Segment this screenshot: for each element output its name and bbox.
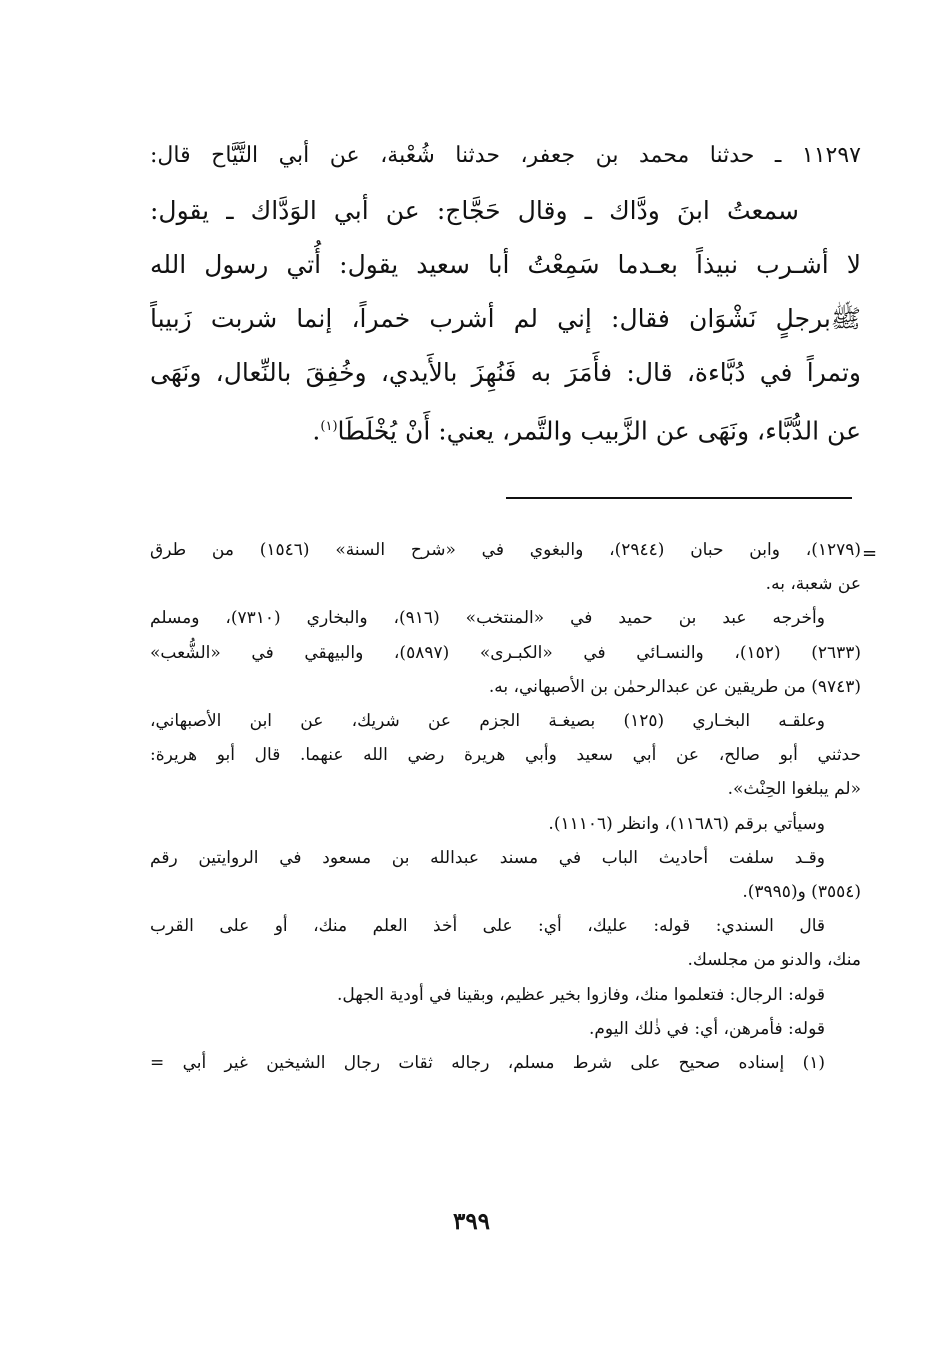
hadith-line-1: سمعتُ ابنَ ودَّاك ـ وقال حَجَّاج: عن أبي الوَدَّاك ـ يقول: bbox=[150, 196, 799, 225]
footnotes bbox=[150, 533, 861, 1080]
footnote-line: حدثني أبو صالح، عن أبي سعيد وأبي هريرة رضي الله عنهما. قال أبو هريرة: bbox=[150, 745, 861, 766]
footnote-line: (٩٧٤٣) من طريقين عن عبدالرحمٰن بن الأصبهاني، به. bbox=[488, 676, 861, 697]
footnote-line: (١٢٧٩)، وابن حبان (٢٩٤٤)، والبغوي في «شرح السنة» (١٥٤٦) من طرق bbox=[150, 540, 861, 560]
footnote-line: (٣٥٥٤) و(٣٩٩٥). bbox=[742, 882, 861, 903]
hadith-header: ١١٢٩٧ ـ حدثنا محمد بن جعفر، حدثنا شُعْبة، عن أبي التَّيَّاح قال: bbox=[150, 143, 861, 168]
hadith-text bbox=[150, 132, 861, 458]
footnote-line: قوله: الرجال: فتعلموا منك، وفازوا بخير عظيم، وبقينا في أودية الجهل. bbox=[337, 984, 825, 1005]
footnote-line: قوله: فأمرهن، أي: في ذٰلك اليوم. bbox=[588, 1018, 825, 1039]
page-number: ٣٩٩ bbox=[452, 1208, 491, 1235]
hadith-line-5 bbox=[150, 400, 861, 458]
footnote-line: «لم يبلغوا الحِنْث». bbox=[727, 779, 861, 800]
footnote-line: عن شعبة، به. bbox=[765, 574, 861, 595]
hadith-line-2: لا أشـرب نبيذاً بعـدما سَمِعْتُ أبا سعيد يقول: أُتي رسول الله bbox=[150, 250, 861, 279]
footnote-line: منك، والدنو من مجلسك. bbox=[687, 950, 861, 971]
hadith-end-period: . bbox=[312, 416, 321, 446]
footnote-separator bbox=[506, 497, 852, 499]
continuation-mark: = bbox=[862, 543, 878, 564]
footnote-line: قال السندي: قوله: عليك، أي: على أخذ العلم منك، أو على القرب bbox=[150, 916, 825, 937]
footnote-line: وعلقـه البخـاري (١٢٥) بصيغـة الجزم عن شريك، عن ابن الأصبهاني، bbox=[150, 711, 825, 732]
hadith-line-5-text: عن الدُّبَّاء، ونَهَى عن الزَّبيب والتَّمر، يعني: أَنْ يُخْلَطَا bbox=[337, 416, 861, 446]
hadith-line-3: ﷺبرجلٍ نَشْوَان فقال: إني لم أشرب خمراً، إنما شربت زَبيباً bbox=[150, 304, 861, 333]
footnote-reference: (١) bbox=[320, 419, 338, 434]
footnote-text-1: (١) إسناده صحيح على شرط مسلم، رجاله ثقات رجال الشيخين غير أبي = bbox=[150, 1053, 825, 1074]
footnote-line: (٢٦٣٣) (١٥٢)، والنسـائي في «الكبـرى» (٥٨٩٧)، والبيهقي في «الشُّعب» bbox=[150, 642, 861, 663]
footnote-line: وأخرجه عبد بن حميد في «المنتخب» (٩١٦)، والبخاري (٧٣١٠)، ومسلم bbox=[150, 608, 825, 629]
footnote-line: وسيأتي برقم (١١٦٨٦)، وانظر (١١١٠٦). bbox=[548, 813, 825, 834]
footnote-line: وقـد سلفت أحاديث الباب في مسند عبدالله بن مسعود في الروايتين رقم bbox=[150, 847, 825, 868]
hadith-line-4: وتمراً في دُبَّاءة، قال: فأَمَرَ به فَنُهِزَ بالأَيدي، وخُفِقَ بالنِّعال، ونَهَى bbox=[150, 358, 861, 387]
